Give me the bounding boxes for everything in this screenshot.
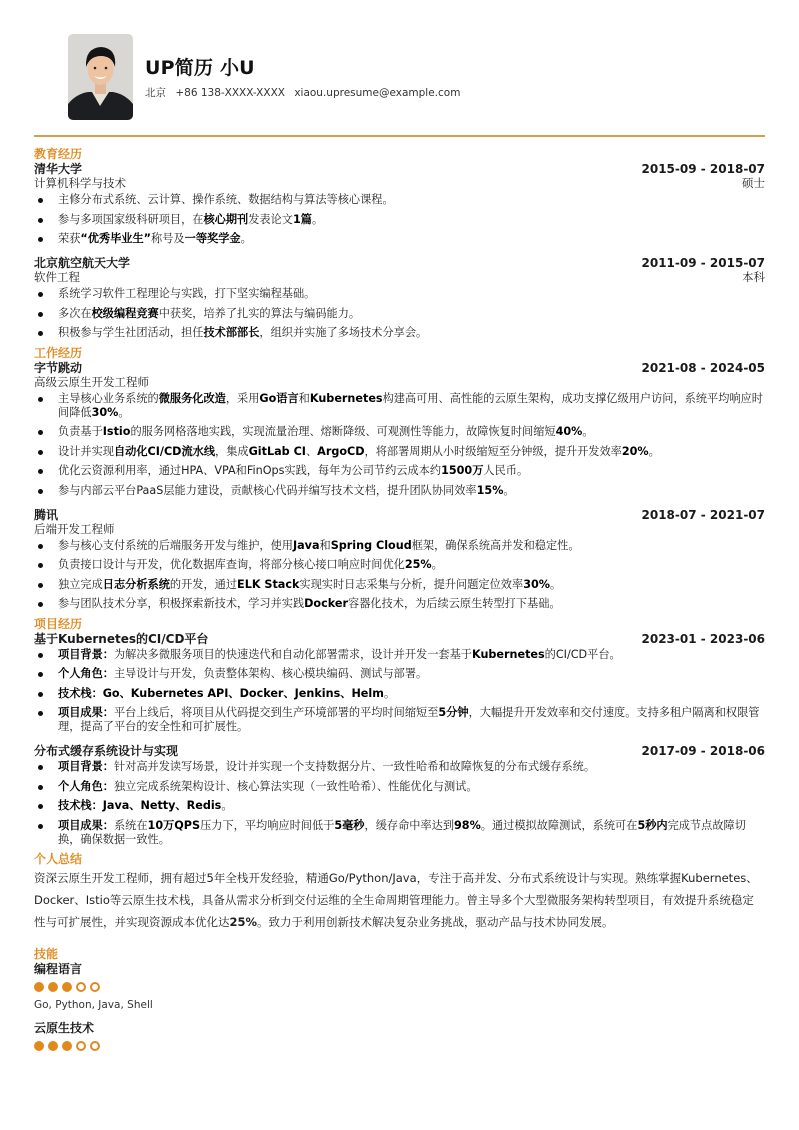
emphasis-text: 40% [555,425,583,438]
emphasis-text: 个人角色： [58,779,114,793]
bullet-item [34,578,765,592]
text-run: 主导核心业务系统的 [58,391,159,405]
bullet-list [34,760,765,847]
emphasis-text: 技术部部长 [203,326,260,339]
skill-name: 编程语言 [34,962,83,976]
emphasis-text: 项目成果： [58,818,114,832]
emphasis-text: Spring Cloud [330,538,412,552]
section-title-work: 工作经历 [34,345,83,360]
avatar [68,34,133,120]
filled-dot-icon [48,1041,58,1051]
bullet-item [34,648,765,662]
emphasis-text: GitLab CI [248,444,306,458]
entry-header [34,361,765,375]
text-run: 主修分布式系统、云计算、操作系统、数据结构与算法等核心课程。 [58,193,394,206]
text-run: 。 [383,686,396,700]
skill-name: 云原生技术 [34,1021,95,1035]
text-run: 。 [503,483,515,497]
emphasis-text: Kubernetes [471,647,545,661]
text-run: 人民币。 [483,464,529,477]
text-run: 为解决多微服务项目的快速迭代和自动化部署需求，设计并开发一套基于 [113,647,472,661]
emphasis-text: 98% [454,818,481,832]
bullet-item [34,597,765,611]
work-entry [34,508,765,612]
bullet-list [34,193,765,246]
emphasis-text: 30% [523,577,550,591]
text-run: 容器化技术，为后续云原生转型打下基础。 [348,597,561,610]
entry-header [34,632,765,646]
degree: 硕士 [742,176,765,190]
work-entry [34,361,765,498]
bullet-item [34,780,765,794]
text-run: 实现实时日志采集与分析，提升问题定位效率 [299,577,524,591]
text-run: 压力下，平均响应时间低于 [200,818,335,832]
bullet-item [34,539,765,553]
emphasis-text: 微服务化改造 [158,391,226,405]
emphasis-text: 技术栈：Go、Kubernetes API、Docker、Jenkins、Helm [58,686,384,700]
text-run: 负责接口设计与开发，优化数据库查询，将部分核心接口响应时间优化 [58,558,405,571]
bullet-list [34,392,765,498]
emphasis-text: 5秒内 [637,818,668,832]
text-run: 。 [431,558,443,571]
text-run: 参与内部云平台PaaS层能力建设，贡献核心代码并编写技术文档，提升团队协同效率 [58,483,477,497]
skill-level-rating [34,982,765,992]
text-run: 框架，确保系统高并发和稳定性。 [411,538,580,552]
filled-dot-icon [34,982,44,992]
candidate-name: UP简历 小U [145,57,255,79]
degree: 本科 [742,270,765,284]
project-name: 基于Kubernetes的CI/CD平台 [34,631,209,646]
text-run: 中获奖，培养了扎实的算法与编码能力。 [158,306,361,320]
profile-photo-icon [68,34,133,120]
text-run: 负责基于 [58,425,103,438]
text-run: ，组织并实施了多场技术分享会。 [259,326,428,339]
text-run: 参与多项国家级科研项目，在 [58,212,204,226]
text-run: 、 [305,444,318,458]
text-run: ，将部署周期从小时级缩短至分钟级，提升开发效率 [364,444,622,458]
section-title-projects: 项目经历 [34,616,83,631]
summary-section [34,852,765,933]
date-range: 2018-07 - 2021-07 [641,507,765,522]
text-run: ，缓存命中率达到 [364,818,455,832]
filled-dot-icon [48,982,58,992]
projects-section [34,617,765,847]
emphasis-text: 25% [229,915,258,929]
skill-item [34,962,765,1013]
bullet-item [34,287,765,301]
filled-dot-icon [62,982,72,992]
bullet-item [34,326,765,340]
emphasis-text: 项目背景： [58,760,114,773]
contact-email[interactable]: xiaou.upresume@example.com [294,87,461,99]
text-run: 和 [298,391,310,405]
emphasis-text: 1篇 [292,212,312,226]
major: 软件工程 [34,270,80,284]
emphasis-text: 1500万 [441,464,484,477]
project-name: 分布式缓存系统设计与实现 [34,744,179,758]
text-run: ，大幅提升开发效率和交付速度。支持多租户隔离和权限管理，提高了平台的安全性和可扩展性。 [58,706,760,733]
filled-dot-icon [62,1041,72,1051]
company-name: 腾讯 [34,507,59,522]
text-run: 独立完成 [58,577,103,591]
bullet-item [34,232,765,246]
empty-dot-icon [90,1041,100,1051]
header-divider [34,135,765,137]
job-role: 后端开发工程师 [34,521,115,536]
text-run: 。 [549,577,562,591]
text-run: ，集成 [215,444,249,458]
education-section [34,147,765,340]
entry-subheader [34,176,765,191]
bullet-item [34,819,765,847]
date-range: 2015-09 - 2018-07 [641,162,765,176]
emphasis-text: “优秀毕业生” [80,232,152,245]
empty-dot-icon [90,982,100,992]
emphasis-text: 技术栈：Java、Netty、Redis [58,799,222,812]
emphasis-text: 5分钟 [438,706,469,719]
entry-subheader [34,270,765,285]
entry-subheader [34,522,765,537]
emphasis-text: 10万QPS [147,818,201,832]
project-entry [34,744,765,847]
text-run: 多次在 [58,306,92,320]
bullet-item [34,445,765,459]
date-range: 2021-08 - 2024-05 [641,360,765,375]
entry-header [34,508,765,522]
emphasis-text: ArgoCD [317,444,365,458]
text-run: 构建高可用、高性能的云原生架构，成功支撑亿级用户访问，系统平均响应时间降低 [58,391,763,419]
summary-text [34,867,765,933]
emphasis-text: 15% [476,483,504,497]
bullet-item [34,799,765,813]
text-run: 系统在 [113,818,148,832]
bullet-item [34,307,765,321]
entry-subheader [34,375,765,390]
empty-dot-icon [76,982,86,992]
text-run: 设计并实现 [58,444,114,458]
date-range: 2023-01 - 2023-06 [641,631,765,646]
filled-dot-icon [34,1041,44,1051]
contact-info [145,86,466,101]
text-run: 荣获 [58,232,81,245]
bullet-list [34,287,765,340]
skill-item [34,1021,765,1051]
bullet-item [34,706,765,734]
text-run: 独立完成系统架构设计、核心算法实现（一致性哈希）、性能优化与测试。 [113,779,478,793]
emphasis-text: 30% [91,405,119,419]
text-run: 参与团队技术分享，积极探索新技术，学习并实践 [58,597,305,610]
work-section [34,346,765,612]
emphasis-text: Kubernetes [309,391,383,405]
empty-dot-icon [76,1041,86,1051]
entry-header [34,162,765,176]
emphasis-text: Docker [304,597,348,610]
text-run: 参与核心支付系统的后端服务开发与维护，使用 [58,538,293,552]
emphasis-text: 校级编程竞赛 [91,306,159,320]
bullet-list [34,539,765,612]
text-run: ，采用 [225,391,260,405]
job-role: 高级云原生开发工程师 [34,374,149,389]
skill-description: Go, Python, Java, Shell [34,999,153,1011]
contact-city: 北京 [145,87,166,99]
text-run: 称号及 [151,232,185,245]
text-run: 的开发，通过 [169,577,238,591]
emphasis-text: 5毫秒 [334,818,365,832]
section-title-summary: 个人总结 [34,852,83,866]
emphasis-text: 项目背景： [58,647,114,661]
text-run: 。通过模拟故障测试，系统可在 [480,818,638,832]
emphasis-text: 项目成果： [58,706,114,719]
text-run: 。致力于利用创新技术解决复杂业务挑战，驱动产品与技术协同发展。 [257,915,614,929]
text-run: 发表论文 [248,212,293,226]
text-run: 的服务网格落地实践，实现流量治理、熔断降级、可观测性等能力，故障恢复时间缩短 [130,425,556,438]
emphasis-text: ELK Stack [237,577,300,591]
bullet-item [34,392,765,420]
text-run: 系统学习软件工程理论与实践，打下坚实编程基础。 [58,287,316,300]
emphasis-text: Istio [102,425,131,438]
emphasis-text: 核心期刊 [203,212,249,226]
date-range: 2011-09 - 2015-07 [641,256,765,270]
emphasis-text: 20% [621,444,649,458]
emphasis-text: Java [292,538,320,552]
text-run: 主导设计与开发，负责整体架构、核心模块编码、测试与部署。 [113,667,428,680]
emphasis-text: 个人角色： [58,667,114,680]
text-run: 和 [319,538,331,552]
entry-header [34,256,765,270]
bullet-item [34,484,765,498]
entry-header [34,744,765,758]
emphasis-text: 日志分析系统 [102,577,170,591]
section-title-skills: 技能 [34,947,59,961]
text-run: 。 [221,799,233,812]
section-title-education: 教育经历 [34,147,83,161]
text-run: 。 [118,405,130,419]
text-run: 优化云资源利用率，通过HPA、VPA和FinOps实践，每年为公司节约云成本约 [58,464,442,477]
resume-content [34,147,765,1057]
bullet-item [34,213,765,227]
text-run: 针对高并发读写场景，设计并实现一个支持数据分片、一致性哈希和故障恢复的分布式缓存系统。 [113,760,596,773]
text-run: 的CI/CD平台。 [544,647,621,661]
text-run: 。 [240,232,252,245]
bullet-item [34,760,765,774]
text-run: 。 [311,212,324,226]
bullet-item [34,687,765,701]
bullet-item [34,667,765,681]
emphasis-text: 一等奖学金 [184,232,241,245]
skill-level-rating [34,1041,765,1051]
text-run: 积极参与学生社团活动，担任 [58,326,204,339]
bullet-item [34,464,765,478]
text-run: 平台上线后，将项目从代码提交到生产环境部署的平均时间缩短至 [113,706,439,719]
bullet-item [34,193,765,207]
project-entry [34,632,765,735]
emphasis-text: 自动化CI/CD流水线 [113,444,216,458]
bullet-list [34,648,765,735]
emphasis-text: Go语言 [259,391,299,405]
text-run: 完成节点故障切换，确保数据一致性。 [58,818,746,846]
resume-header [34,0,765,125]
company-name: 字节跳动 [34,360,83,375]
text-run: 。 [582,425,594,438]
bullet-item [34,425,765,439]
school-name: 北京航空航天大学 [34,256,131,270]
education-entry [34,162,765,246]
emphasis-text: 25% [404,558,432,571]
contact-phone: +86 138-XXXX-XXXX [175,87,285,99]
bullet-item [34,558,765,572]
date-range: 2017-09 - 2018-06 [641,744,765,758]
skills-section [34,947,765,1051]
education-entry [34,256,765,340]
school-name: 清华大学 [34,162,83,176]
text-run: 。 [648,444,660,458]
text-run: 资深云原生开发工程师，拥有超过5年全栈开发经验，精通Go/Python/Java，专注于高并发、分布式系统设计与实现。熟练掌握Kubernetes、Docker、Istio等云原生技术栈，具备从需求分析到交付运维的全生命周期管理能力。曾主导多个大型微服务架构转型项目，有效提升系统稳定性与可扩展性，并实现资源成本优化达 [34,871,758,929]
major: 计算机科学与技术 [34,176,126,190]
